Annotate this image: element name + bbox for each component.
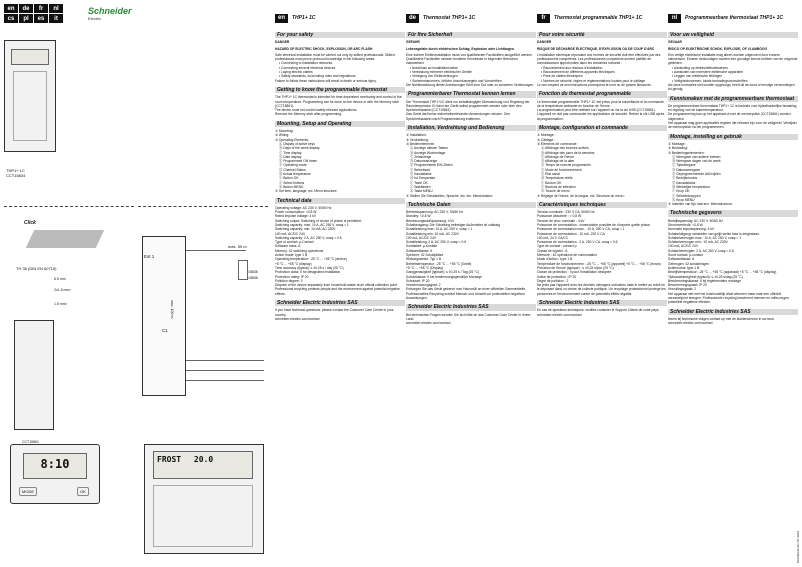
section-line: Température de fonctionnement : -25 °C ... +55 °C (appareil) +5 °C ... +55 °C (écran): [537, 261, 661, 266]
section-line: Action mode: type 1 B: [275, 253, 308, 258]
section-line: Mode d'action : type 1 B: [537, 257, 573, 262]
section-line: Ⓖ Channel Status: [279, 167, 306, 172]
section-line: L'installation électrique répondant aux normes de sécurité doit être effectuée par des professionnels compétents. Les professionnels compétents doivent justifier de connaissances approfondies dans les domaines suivants :: [537, 52, 661, 66]
column-header: [275, 8, 405, 28]
section-line: Softwareklasse: A: [668, 257, 695, 262]
section-line: Bei technischen Fragen wenden Sie sich bitte an das Customer Care Center in Ihrem Land.: [406, 312, 531, 321]
section-line: • Laying electric cables: [279, 70, 313, 75]
section-line: Power consumption: <0.8 W: [275, 210, 317, 215]
section-line: 100 mA, AC/DC 24V: [668, 244, 699, 249]
section-line: Beschermingsklasse: II bij reglementaire montage: [668, 278, 741, 283]
section-line: Soort contact: µ-contact: [668, 253, 703, 258]
section-line: Memory: 42 switching operations: [275, 248, 324, 253]
section-line: L'appareil ne doit pas commander les applications de sécurité. Retirer la clé USB après la programmation.: [537, 112, 665, 121]
step-2-marker: [138, 206, 268, 207]
section-line: Ⓚ Knop MENU: [672, 197, 695, 202]
section-line: ④ Instellen van tijd, taal enz. Menustructuur:: [668, 202, 733, 207]
section-line: 100 mA, 24 V CA/CC: [537, 235, 569, 240]
section-line: Type of contact: µ-Contact: [275, 240, 314, 245]
section-line: Neem bij technische vragen contact op met de klantenservice in uw land.: [668, 316, 775, 321]
section-line: The THP1+ 1C thermostat is intended for time-dependent monitoring and control of the room temperature. Programming can be done on the device or with the Memory stick (CCT15861).: [275, 95, 402, 108]
section-line: Ⓒ Tijdweergave: [672, 163, 696, 168]
section-line: Puissance de commutation : 10 mA, 230 V CA: [537, 231, 605, 236]
section-line: ④ Set time, language, etc. Menu structure:: [275, 189, 338, 194]
section-line: Ⓙ Select buttons: [279, 180, 305, 185]
wire1-label: 2x1.5 mm²: [54, 288, 71, 292]
section-line: Schaltausgang: Die Schaltung beliebiger Außenleiter ist zulässig: [406, 222, 501, 227]
section-line: Bedrijfstemperatuur: -25 °C ... +55 °C (apparaat) +5 °C ... +55 °C (display): [668, 270, 777, 275]
menu-lcd: [153, 451, 253, 479]
section-line: • Raccordement de différents appareils électriques: [541, 70, 615, 75]
section-line: Protection rating: IP 20: [275, 274, 309, 279]
section-line: Classe de logiciel : A: [537, 248, 568, 253]
language-tab-de[interactable]: de: [19, 4, 33, 13]
section-line: Vervuilingsgraad: 2: [668, 287, 697, 292]
section-line: Ⓕ Bedrijfsmodus: [672, 176, 698, 181]
section-line: Ⓔ Temps de marche programmés: [541, 163, 591, 168]
section-line: Bemessungsstoßspannung: 4 kV: [406, 218, 455, 223]
dim-label: 6.5 mm: [54, 277, 66, 281]
column-header: [537, 8, 667, 28]
section-line: Ⓗ Actual temperature: [279, 172, 311, 177]
section-line: Ne jetez pas l'appareil avec les déchets ménagers ordinaires mais le mettre au rebut en le déposant dans un centre de collecte publique. Un recyclage professionnel protège les personnes et l'environnement contre de potentiels effets négatifs.: [537, 283, 666, 296]
language-tab-nl[interactable]: nl: [49, 4, 63, 13]
section-line: Het apparaat niet met het huishoudelijk afval afvoeren maar naar een officieel verzamelpunt brengen. Professionele recycling beschermt mensen en milieu tegen potentiële negatieve effecten.: [668, 291, 789, 305]
column-lang-badge: en: [275, 14, 288, 23]
section-line: GEVAAR: [668, 40, 682, 45]
section-line: Het apparaat mag geen applicaties regelen die relevant zijn voor de veiligheid. Verwijder de memorystick na het programmeren.: [668, 121, 797, 130]
language-tab-it[interactable]: it: [49, 14, 63, 23]
section-heading: Montage, configuration et commande: [537, 125, 667, 131]
section-line: De programmeerbare thermostaat THP1+ 1C is bedoeld voor tijdsafhankelijke bewaking en regeling van de kamertemperatuur.: [668, 103, 797, 113]
section-heading: Für Ihre Sicherheit: [406, 32, 536, 38]
section-line: Puissance de commutation : 2 A, 250 V CA, cosφ = 0,6: [537, 240, 618, 245]
thermostat-front: [4, 40, 56, 152]
language-tab-cs[interactable]: cs: [4, 14, 18, 23]
figure-panel: [4, 30, 270, 560]
section-line: ① Montage:: [668, 141, 686, 146]
section-line: 100 mA, AC/DC 24V: [406, 235, 437, 240]
section-line: Type de contact : contact µ: [537, 244, 577, 249]
column-fr: [537, 8, 667, 317]
column-header: [668, 8, 798, 28]
section-line: Schaltleistung: 2 A, AC 250 V, cosφ = 0.6: [406, 240, 467, 245]
section-line: Schakeluitgang: schakelen van gelijk welke fase is toegestaan.: [668, 231, 760, 236]
section-line: Degré de pollution : 2: [537, 278, 569, 283]
section-heading: Schneider Electric Industries SAS: [537, 300, 667, 306]
section-line: Ⓚ Taste MENU: [410, 189, 433, 194]
section-line: ③ Bedienelemente:: [406, 141, 435, 146]
column-title: THP1+ 1C: [292, 15, 316, 21]
section-line: ③ Operating Elements:: [275, 137, 309, 142]
section-line: schneider-electric.com/contact: [537, 312, 582, 317]
section-line: Ⓗ Température réelle: [541, 176, 573, 181]
section-line: Standby: <0.8 W: [406, 214, 431, 219]
section-line: Die Nichtbeachtung dieser Anweisungen führt zum Tod oder zu schweren Verletzungen.: [406, 82, 535, 87]
menu-structure-device: [144, 444, 264, 554]
section-line: Operating temperature: -25 °C ... +55 °C (device): [275, 257, 347, 262]
section-line: Speicher: 42 Schaltplätze: [406, 253, 444, 258]
section-line: HAZARD OF ELECTRIC SHOCK, EXPLOSION, OR ARC FLASH: [275, 46, 373, 51]
section-line: Beschermingsgraad: IP 20: [668, 283, 707, 288]
section-line: ① Mounting:: [275, 129, 294, 134]
section-heading: Pour votre sécurité: [537, 32, 667, 38]
column-title: Programmeerbare thermostaat THP1+ 1C: [685, 15, 783, 21]
section-line: +5 °C ... +55 °C (Display): [406, 265, 444, 270]
section-line: Schutzart: IP 20: [406, 278, 430, 283]
section-line: Tension de choc nominale : 4 kV: [537, 218, 585, 223]
section-line: 100 mA, AC/DC 24V: [275, 231, 306, 236]
section-line: Pollution degree: 2: [275, 278, 303, 283]
click-label: Click: [24, 220, 36, 226]
column-en: [275, 8, 405, 321]
section-line: De programmering kan op het apparaat of met de memorystick (CCT15861) worden uitgevoerd.: [668, 112, 791, 121]
thermostat-side: [14, 320, 54, 430]
section-line: Ⓒ Affichage de l'heure: [541, 154, 575, 159]
section-line: ② Bedrading:: [668, 146, 688, 151]
section-line: • Aansluiten van meerdere elektrische apparaten: [672, 70, 743, 75]
section-line: ② Verdrahtung:: [406, 137, 429, 142]
section-line: Ⓚ Button MENU: [279, 184, 304, 189]
section-line: • Leggen van elektrische leidingen: [672, 74, 723, 79]
section-line: Actiemodus: type 1 B: [668, 265, 700, 270]
max-100-label: max. 100 m: [170, 300, 174, 319]
section-line: Ⓗ Ist-Temperatur: [410, 176, 436, 181]
column-header: [406, 8, 536, 28]
section-line: Puissance absorbée : < 0,8 W: [537, 214, 582, 219]
wire2-label: 1.5 mm²: [54, 302, 67, 306]
section-line: Software class: A: [275, 244, 301, 249]
section-line: ① Installation:: [406, 133, 427, 138]
column-de: [406, 8, 536, 326]
column-nl: [668, 8, 798, 326]
section-line: • Verbindung mehrerer elektrischer Geräte: [410, 70, 472, 75]
section-line: Verschmutzungsgrad: 2: [406, 283, 441, 288]
section-line: Ⓕ Operating mode: [279, 163, 307, 168]
section-line: Ⓘ Taste OK: [410, 180, 428, 185]
section-line: Ganggenauigkeit (typisch): ≤ ±0,25 s / Tag (25 °C): [406, 270, 480, 275]
din-rail-illustration: [10, 220, 120, 260]
section-line: Schakelvermogen: 2 A, AC 250 V, cosφ = 0,6: [668, 248, 734, 253]
product-ref: CCT15834: [6, 173, 26, 178]
section-line: RISQUE DE DÉCHARGE ÉLECTRIQUE, D'EXPLOSION OU DE COUP D'ARC: [537, 46, 655, 51]
section-line: ③ Bedieningselementen:: [668, 150, 705, 155]
wiring-diagram: [140, 220, 268, 400]
section-line: Puissance de commutation max. : 10 A, 250 V CA, cosφ = 1: [537, 227, 625, 232]
section-line: Schaltleistung max: 10 A, AC 250 V, cosφ = 1: [406, 227, 473, 232]
section-line: Ⓓ Datumweergave: [672, 167, 701, 172]
section-line: Ⓑ Affichage des jours de la semaine: [541, 150, 595, 155]
section-line: Remove the Memory stick after programming.: [275, 112, 342, 117]
section-line: +5 °C ... +55 °C (display): [275, 261, 312, 266]
section-line: Ⓑ Days of the week display: [279, 146, 320, 151]
section-heading: Installation, Verdrahtung und Bedienung: [406, 125, 536, 131]
c1-label: C1: [162, 328, 168, 333]
step-1-marker: [4, 206, 134, 207]
section-line: Lebensgefahr durch elektrischen Schlag, Explosion oder Lichtbogen.: [406, 46, 515, 51]
section-line: Le non-respect de ces instructions provoquera la mort ou de graves blessures.: [537, 82, 652, 87]
mode-button[interactable]: MODE: [19, 487, 37, 496]
section-heading: Technische Daten: [406, 202, 536, 208]
section-line: • Aansluiting op elektriciteitsnetwerken: [672, 65, 728, 70]
section-line: Ⓖ Kanalstatus: [410, 172, 432, 177]
section-line: • Safety standards, local wiring rules and regulations: [279, 74, 356, 79]
ok-button[interactable]: OK: [77, 487, 89, 496]
section-line: Dispose of the device separately from household waste at an official collection point. Professional recycling protects people and the environment against potential negative effects.: [275, 283, 400, 296]
section-line: Ⓘ Button OK: [279, 176, 299, 181]
section-heading: Schneider Electric Industries SAS: [275, 300, 405, 306]
section-line: Als deze instructies niet worden opgevolgd, heeft dit de dood of ernstige verwondingen tot gevolg.: [668, 82, 795, 92]
section-line: If you have technical questions, please contact the Customer Care Centre in your country.: [275, 308, 394, 317]
section-line: Failure to follow these instructions will result in death or serious injury.: [275, 78, 377, 83]
operating-elements-device: [10, 444, 100, 504]
column-title: Thermostat THP1+ 1C: [423, 15, 476, 21]
section-line: Ⓒ Zeitanzeige: [410, 154, 432, 159]
section-line: Ⓐ Display of active keys: [279, 141, 315, 146]
section-line: Le thermostat programmable THP1+ 1C est prévu pour la surveillance et la commande de la température ambiante en fonction de l'heure.: [537, 99, 664, 108]
lcd-temp: 20.0: [193, 455, 214, 464]
section-line: Indice de protection : IP 20: [537, 274, 577, 279]
lcd-day: FROST: [157, 455, 182, 464]
section-line: ③ Éléments de commande :: [537, 141, 579, 146]
device-lcd-bottom: 8:10: [23, 453, 87, 479]
brand-logo: [88, 6, 132, 21]
section-line: Een veilige elektrische installatie mag alleen worden uitgevoerd door ervaren vakmensen. Ervaren deskundigen moeten een grondige kennis hebben van de volgende gebieden:: [668, 52, 798, 66]
section-line: schneider-electric.com/contact: [668, 321, 713, 326]
section-line: Ⓐ Weergave van actieve toetsen: [672, 154, 721, 159]
section-heading: Caractéristiques techniques: [537, 202, 667, 208]
column-lang-badge: nl: [668, 14, 681, 23]
section-line: Classe de protection : II pour l'installation désignée: [537, 270, 612, 275]
section-line: • Verlegung von Elektroleitungen: [410, 74, 458, 79]
brand-name: Schneider: [88, 6, 132, 16]
ref3-label: 15836: [248, 276, 258, 280]
max-50-label: max. 50 m: [228, 244, 247, 249]
section-line: • Raccordement aux réseaux d'installation: [541, 65, 603, 70]
section-line: Ⓖ État canal: [541, 172, 560, 177]
language-tab-es[interactable]: es: [34, 14, 48, 23]
section-line: Entsorgen Sie das Gerät getrennt vom Hausmüll an einer offiziellen Sammelstelle. Professionelles Recycling schützt Mensch und Umwelt vor potenziellen negativen Auswirkungen.: [406, 287, 526, 301]
column-title: Thermostat programmable THP1+ 1C: [554, 15, 643, 21]
section-line: ② Câblage :: [537, 137, 555, 142]
section-line: Précision de l'heure (typique) : ≤ ±0,25 s/jour (25 °C): [537, 265, 614, 270]
section-heading: For your safety: [275, 32, 405, 38]
section-line: DANGER: [537, 40, 552, 45]
section-line: Kontaktart: µ-Kontakt: [406, 244, 438, 249]
section-line: Ⓔ Programmed ON times: [279, 159, 317, 164]
section-line: schneider-electric.com/contact: [275, 316, 320, 321]
section-line: Ⓚ Touche de menu: [541, 189, 570, 194]
section-heading: Programmierbarer Thermostat kennen lernen: [406, 91, 536, 97]
section-line: RISICO OP ELEKTRISCHE SCHOK, EXPLOSIE, OF VLAMBOOG: [668, 46, 768, 51]
section-line: The device must not control safety-relevant applications.: [275, 108, 358, 113]
section-line: ④ Réglage de l'heure, de la langue, etc. Structure du menu :: [537, 193, 626, 198]
column-lang-badge: de: [406, 14, 419, 23]
section-heading: Voor uw veiligheid: [668, 32, 798, 38]
section-line: Wirkungsweise: Typ 1 B: [406, 257, 442, 262]
section-line: • Normes de sécurité, règles et réglementations locales pour le câblage: [541, 78, 646, 83]
section-line: Der Thermostat THP1+1C dient zur zeitabhängigen Überwachung und Regelung der Raumtemperatur. Er kann am Gerät selbst programmiert werden oder über den Speicherbaustein (CCT15861).: [406, 99, 530, 113]
section-line: Schutzklasse: II bei bestimmungsgemäßer Montage: [406, 274, 482, 279]
section-line: Switching capacity: 2 A, AC 250 V, cosφ = 0.6: [275, 235, 342, 240]
section-line: Ⓔ Programmierte EIN-Zeiten: [410, 163, 453, 168]
section-line: Operating voltage: AC 230 V, 50/60 Hz: [275, 205, 332, 210]
section-line: DANGER: [275, 40, 290, 45]
din-label: TH 35 (DIN EN 60715): [16, 266, 57, 271]
section-line: • Anschluss an Installationsnetze: [410, 65, 458, 70]
product-label: THP1+ 1C: [6, 168, 25, 173]
section-line: Ⓓ Date display: [279, 154, 302, 159]
section-line: Ⓕ Betriebsart: [410, 167, 431, 172]
section-line: Tension nominale : 230 V CA, 50/60 Hz: [537, 210, 595, 215]
memory-stick-ref: CCT15861: [22, 440, 39, 444]
language-tab-pl[interactable]: pl: [19, 14, 33, 23]
section-line: Ⓖ Kanaalstatus: [672, 180, 696, 185]
section-line: Betriebstemperatur: -25 °C ... +55 °C (Gerät): [406, 261, 472, 266]
section-line: • Sicherheitsnormen, örtliche Anschlussregeln und Vorschriften: [410, 78, 502, 83]
section-line: Ⓕ Mode de fonctionnement: [541, 167, 582, 172]
section-heading: Technische gegevens: [668, 210, 798, 216]
section-line: Ⓑ Anzeige Wochentage: [410, 150, 446, 155]
section-line: ① Montage :: [537, 133, 556, 138]
section-heading: Getting to know the programmable thermostat: [275, 87, 405, 93]
section-line: Time accuracy (typical): ≤ ±0.25 s / day (25 °C): [275, 265, 344, 270]
section-line: Ⓐ Anzeige aktiven Tasten: [410, 146, 448, 151]
section-line: En cas de questions techniques, veuillez contacter le Support Clients de votre pays.: [537, 308, 660, 313]
section-line: Ⓘ Bouton OK: [541, 180, 562, 185]
section-line: Ⓘ Knop OK: [672, 189, 690, 194]
language-tab-en[interactable]: en: [4, 4, 18, 13]
section-heading: Technical data: [275, 198, 405, 204]
section-line: Ⓓ Datumsanzeige: [410, 159, 438, 164]
section-line: Eine sichere Elektroinstallation muss von qualifizierten Fachkräften ausgeführt werden. Qualifizierte Fachkräfte müssen fundierte Kenntnisse in folgenden Bereichen nachweisen:: [406, 52, 533, 66]
section-line: Schakelvermogen max.: 10 A, AC 250 V, cosφ = 1: [668, 235, 742, 240]
section-line: Das Gerät darf keine sicherheitsrelevanten Anwendungen steuern. Den Speicherbaustein nach Programmierung entfernen.: [406, 112, 511, 121]
section-line: Geheugen: 42 schakelingen: [668, 261, 710, 266]
section-line: • Connecting to installation networks.: [279, 61, 333, 66]
section-line: Schakelvermogen min.: 10 mA, AC 230V: [668, 240, 728, 245]
footer-ref: PHA69332-00 / 07.2019: [796, 530, 800, 563]
section-line: Ⓙ Boutons de sélection: [541, 184, 576, 189]
section-line: Ⓑ Weergave dagen van de week: [672, 159, 721, 164]
section-line: schneider-electric.com/contact: [406, 321, 451, 326]
section-line: La programmation peut être réalisée sur l'appareil ou via la clé USB (CCT15861).: [537, 108, 656, 113]
section-line: Protection class: II for designated installation: [275, 270, 341, 275]
section-heading: Fonction du thermostat programmable: [537, 91, 667, 97]
section-line: Switching capacity: min. 10 mA, AC 230V: [275, 227, 336, 232]
section-heading: Montage, instelling en gebruik: [668, 134, 798, 140]
brand-sub: Electric: [88, 16, 102, 21]
section-line: Ⓓ Affichage de la date: [541, 159, 575, 164]
language-grid: [4, 4, 63, 23]
section-line: ② Wiring:: [275, 133, 290, 138]
section-line: • Veiligheidsnormen, lokale bedradingsvoorschriften: [672, 78, 748, 83]
section-heading: Schneider Electric Industries SAS: [668, 309, 798, 315]
section-heading: Schneider Electric Industries SAS: [406, 304, 536, 310]
ref2-label: 15835: [248, 270, 258, 274]
column-lang-badge: fr: [537, 14, 550, 23]
section-line: Ⓔ Geprogrammeerde AAN-tijden: [672, 172, 721, 177]
section-line: Tijdnauwkeurigheid (typisch): ≤ ±0,25 s/dag (25 °C): [668, 274, 743, 279]
section-line: Betriebsspannung: AC 230 V, 50/60 Hz: [406, 210, 464, 215]
section-line: GEFAHR: [406, 40, 420, 45]
section-line: Ⓒ Time display: [279, 150, 302, 155]
section-line: Stroomverbruik: <0,8 W: [668, 222, 703, 227]
section-line: ④ Stellen Sie Schaltzeiten, Sprache, etc. ein. Menüstruktur:: [406, 193, 494, 198]
section-line: • Pose de câbles électriques: [541, 74, 583, 79]
section-line: Nominale impulsspanning: 4 kV: [668, 227, 715, 232]
ext1-label: Ext 1: [144, 254, 155, 259]
section-heading: Mounting, Setup and Operating: [275, 121, 405, 127]
section-line: Switching output: Switching of choice of phase is permitted.: [275, 218, 362, 223]
device-lcd: [11, 49, 49, 65]
section-line: Ⓙ Selectieknoppen: [672, 193, 701, 198]
section-line: Ⓙ Wahltasten: [410, 184, 431, 189]
section-line: Rated impulse voltage: 4 kV: [275, 214, 317, 219]
section-line: Ⓗ Werkelijke temperatuur: [672, 184, 711, 189]
section-line: Ⓐ Affichage des touches actives: [541, 146, 589, 151]
section-line: • Connecting several electrical devices: [279, 65, 336, 70]
language-tab-fr[interactable]: fr: [34, 4, 48, 13]
section-line: Safe electrical installation must be carried out only by skilled professionals. Skilled professionals must prove profound knowledge in the following areas:: [275, 52, 395, 62]
section-line: Puissance de commutation : commutation possible de n'importe quelle phase.: [537, 222, 651, 227]
section-line: Schaltleistung min: 10 mA, AC 230V: [406, 231, 459, 236]
section-heading: Kennismaken met de programmeerbare thermostaat: [668, 96, 798, 102]
section-line: Softwareklasse: A: [406, 248, 433, 253]
section-line: Bedrijfsspanning: AC 230 V, 50/60 Hz: [668, 218, 723, 223]
section-line: Switching capacity: max. 10 A, AC 250 V, cosφ = 1: [275, 222, 349, 227]
section-line: Mémoire : 42 opérations de commutation: [537, 253, 597, 258]
